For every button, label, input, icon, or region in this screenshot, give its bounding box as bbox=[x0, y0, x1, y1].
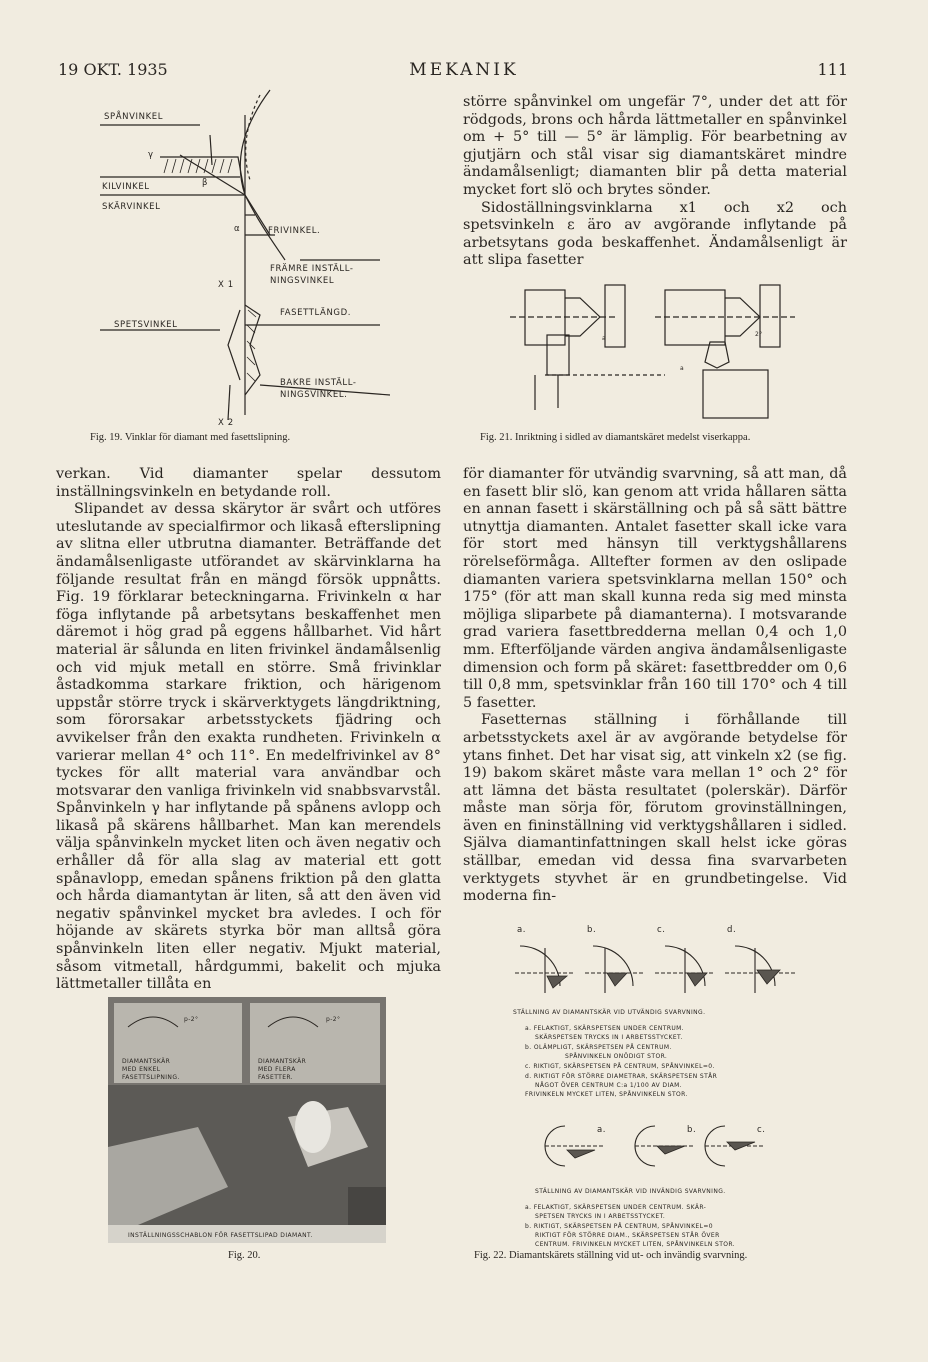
fig22-caption: Fig. 22. Diamantskärets ställning vid ut- och invändig svarvning. bbox=[474, 1250, 748, 1261]
label-framre-2: NINGSVINKEL bbox=[270, 276, 335, 286]
fig22-outer-line: NÅGOT ÖVER CENTRUM C:a 1/100 AV DIAM. bbox=[535, 1082, 683, 1089]
label-fasettlangd: FASETTLÄNGD. bbox=[280, 308, 352, 318]
fig22-inner-line: RIKTIGT FÖR STÖRRE DIAM., SKÄRSPETSEN STÅR ÖVER bbox=[535, 1232, 720, 1239]
fig20-bottom-label: INSTÄLLNINGSSCHABLON FÖR FASETTSLIPAD DIAMANT. bbox=[128, 1232, 313, 1239]
right-paragraph: Fasetternas ställning i förhållande till arbetsstyckets axel är av avgörande betydelse för ytans finhet. Det har visat sig, att vinkeln x2 (se fig. 19) bakom skäret måste vara mellan 1° och 2° för att lämna det bästa resultatet (polerskär). Därför måste man sörja för, förutom grovinställningen, även en fininställning vid verktygshållaren i sidled. Själva diamantinfattningen skall helst icke göras ställbar, emedan vid dessa fina svarvarbeten verktygets styvhet är en grundbetingelse. Vid moderna fin- bbox=[463, 712, 847, 905]
fig21-diagram bbox=[505, 280, 825, 430]
fig21-label-a2: a bbox=[680, 365, 685, 372]
fig20-photo bbox=[108, 997, 386, 1243]
fig22-inner-a: a. bbox=[597, 1125, 607, 1135]
fig20-right-2: MED FLERA bbox=[258, 1066, 296, 1073]
label-framre-1: FRÄMRE INSTÄLL- bbox=[270, 264, 354, 274]
fig22-outer-line: SPÅNVINKELN ONÖDIGT STOR. bbox=[565, 1053, 668, 1060]
label-x2: X 2 bbox=[218, 418, 234, 428]
label-alpha: α bbox=[234, 224, 241, 234]
page-date: 19 OKT. 1935 bbox=[58, 60, 168, 79]
page-number: 111 bbox=[817, 60, 848, 79]
label-beta: β bbox=[202, 178, 209, 188]
fig20-left-2: MED ENKEL bbox=[122, 1066, 161, 1073]
right-main-text bbox=[463, 466, 847, 906]
label-spanvinkel: SPÅNVINKEL bbox=[104, 112, 164, 122]
label-frivinkel: FRIVINKEL. bbox=[268, 226, 321, 236]
right-top-paragraph: större spånvinkel om ungefär 7°, under det att för rödgods, brons och hårda lättmetaller en spånvinkel om + 5° till — 5° är lämplig. För bearbetning av gjutjärn och stål visar sig diamantskäret mindre ändamålsenligt; diamanten blir på detta material mycket fort slö och brytes sönder. bbox=[463, 94, 847, 198]
label-bakre-2: NINGSVINKEL. bbox=[280, 390, 348, 400]
fig22-diagram bbox=[505, 918, 835, 1253]
left-paragraph: verkan. Vid diamanter spelar dessutom inställningsvinkeln en betydande roll. bbox=[56, 466, 441, 500]
fig22-inner-line: CENTRUM. FRIVINKELN MYCKET LITEN, SPÅNVINKELN STOR. bbox=[535, 1241, 736, 1248]
right-top-text bbox=[463, 94, 847, 270]
fig22-outer-line: b. OLÄMPLIGT, SKÄRSPETSEN PÅ CENTRUM. bbox=[525, 1044, 672, 1051]
fig21-label-a: a bbox=[602, 335, 607, 342]
fig20-caption: Fig. 20. bbox=[228, 1250, 261, 1261]
fig22-inner-c: c. bbox=[757, 1125, 766, 1135]
fig22-title-outer: STÄLLNING AV DIAMANTSKÄR VID UTVÄNDIG SVARVNING. bbox=[513, 1009, 706, 1016]
fig22-top-b: b. bbox=[587, 925, 597, 935]
label-bakre-1: BAKRE INSTÄLL- bbox=[280, 378, 357, 388]
left-main-text bbox=[56, 466, 441, 994]
left-paragraph: Slipandet av dessa skärytor är svårt och utföres uteslutande av specialfirmor och likaså efterslipning av slitna eller utbrutna diamanter. Beträffande det ändamålsenligaste utförandet av skärvinklarna ha följande resultat från en mängd försök uppnåtts. Fig. 19 förklarar beteckningarna. Frivinkeln α har föga inflytande på arbetsytans beskaffenhet men däremot i hög grad på eggens hållbarhet. Vid hårt material är sålunda en liten frivinkel ändamålsenlig och vid mjuk metall en större. Små frivinklar åstadkomma starkare friktion, och härigenom uppstår större tryck i skärverktygets längdriktning, som förorsakar arbetsstyckets fjädring och avvikelser från den exakta rundheten. Frivinkeln α varierar mellan 4° och 11°. En medelfrivinkel av 8° tyckes för allt material vara användbar och motsvarar den vanliga frivinkeln vid snabbsvarvstål. Spånvinkeln γ har inflytande på spånens avlopp och likaså på skärens hållbarhet. Man kan merendels välja spånvinkeln mycket liten och även negativ och erhåller då för alla slag av material ett gott spånavlopp, emedan spånens friktion på den glatta och hårda diamantytan är liten, så att den även vid negativ spånvinkel mycket bra avledes. I och för höjande av skärets styrka bör man alltså göra spånvinkeln liten eller negativ. Mjukt material, såsom vitmetall, hårdgummi, bakelit och mjuka lättmetaller tillåta en bbox=[56, 501, 441, 993]
fig22-top-a: a. bbox=[517, 925, 527, 935]
fig21-caption: Fig. 21. Inriktning i sidled av diamantskäret medelst viserkappa. bbox=[480, 432, 751, 443]
fig20-right-1: DIAMANTSKÄR bbox=[258, 1058, 307, 1065]
fig22-inner-line: a. FELAKTIGT, SKÄRSPETSEN UNDER CENTRUM. SKÄR- bbox=[525, 1204, 707, 1211]
fig19-diagram bbox=[100, 85, 400, 430]
label-x1: X 1 bbox=[218, 280, 234, 290]
label-spetsvinkel: SPETSVINKEL bbox=[114, 320, 178, 330]
fig22-title-inner: STÄLLNING AV DIAMANTSKÄR VID INVÄNDIG SVARVNING. bbox=[535, 1188, 726, 1195]
fig22-outer-line: c. RIKTIGT, SKÄRSPETSEN PÅ CENTRUM, SPÅNVINKEL=0. bbox=[525, 1063, 715, 1070]
fig22-outer-line: a. FELAKTIGT, SKÄRSPETSEN UNDER CENTRUM. bbox=[525, 1025, 685, 1032]
right-top-paragraph: Sidoställningsvinklarna x1 och x2 och spetsvinkeln ε äro av avgörande inflytande på arbetsytans goda beskaffenhet. Ändamålsenligt är att slipa fasetter bbox=[463, 199, 847, 269]
fig20-deg-left: p-2° bbox=[184, 1016, 199, 1023]
fig22-outer-line: SKÄRSPETSEN TRYCKS IN I ARBETSSTYCKET. bbox=[535, 1034, 683, 1041]
fig22-inner-line: SPETSEN TRYCKS IN I ARBETSSTYCKET. bbox=[535, 1213, 666, 1220]
fig20-left-3: FASETTSLIPNING. bbox=[122, 1074, 180, 1081]
journal-title: MEKANIK bbox=[409, 60, 519, 80]
label-skarvinkel: SKÄRVINKEL bbox=[102, 202, 161, 212]
fig21-two-deg: 2° bbox=[755, 331, 763, 338]
right-paragraph: för diamanter för utvändig svarvning, så att man, då en fasett blir slö, kan genom att vrida hållaren sätta en annan fasett i skärställning och på så sätt bättre utnyttja diamanten. Antalet fasetter skall icke vara för stort med hänsyn till verktygshållarens rörelseförmåga. Alltefter formen av den oslipade diamanten variera spetsvinklarna mellan 150° och 175° (för att man skall kunna reda sig med minsta möjliga sliparbete på diamanterna). I motsvarande grad variera fasettbredderna mellan 0,4 och 1,0 mm. Efterföljande värden angiva ändamålsenligaste dimension och form på skäret: fasettbredder om 0,6 till 0,8 mm, spetsvinklar från 160 till 170° och 4 till 5 fasetter. bbox=[463, 466, 847, 711]
fig22-outer-line: d. RIKTIGT FÖR STÖRRE DIAMETRAR, SKÄRSPETSEN STÅR bbox=[525, 1073, 718, 1080]
fig20-deg-right: p-2° bbox=[326, 1016, 341, 1023]
fig22-outer-line: FRIVINKELN MYCKET LITEN, SPÅNVINKELN STOR. bbox=[525, 1091, 688, 1098]
fig22-inner-line: b. RIKTIGT, SKÄRSPETSEN PÅ CENTRUM, SPÅNVINKEL=0 bbox=[525, 1223, 713, 1230]
fig20-right-3: FASETTER. bbox=[258, 1074, 294, 1081]
fig22-top-d: d. bbox=[727, 925, 737, 935]
label-kilvinkel: KILVINKEL bbox=[102, 182, 150, 192]
fig22-inner-b: b. bbox=[687, 1125, 697, 1135]
label-gamma: γ bbox=[148, 150, 154, 160]
fig20-left-1: DIAMANTSKÄR bbox=[122, 1058, 171, 1065]
fig19-caption: Fig. 19. Vinklar för diamant med fasettslipning. bbox=[90, 432, 291, 443]
fig22-top-c: c. bbox=[657, 925, 666, 935]
